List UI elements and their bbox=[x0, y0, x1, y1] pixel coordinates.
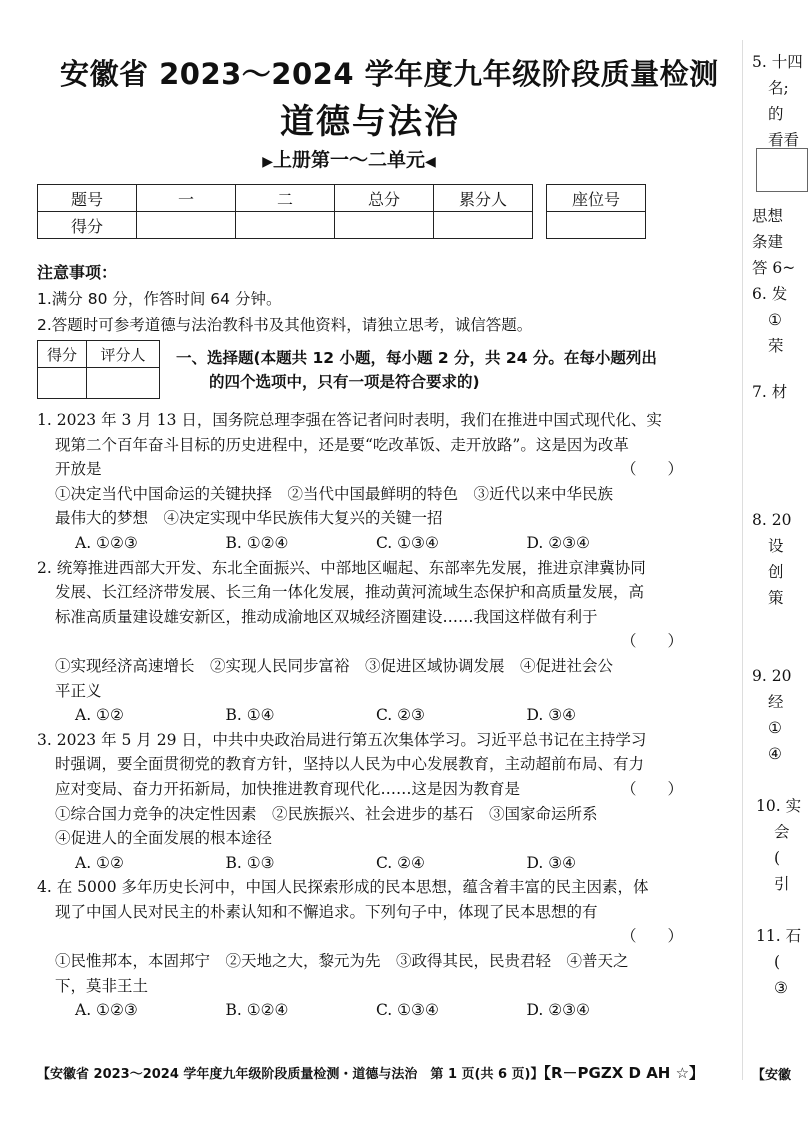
triangle-left-icon: ◀ bbox=[425, 154, 436, 170]
question-stem-line: 2. 统筹推进西部大开发、东北全面振兴、中部地区崛起、东部率先发展，推进京津冀协同 bbox=[37, 558, 646, 577]
option-row bbox=[37, 998, 677, 1023]
question-stem-text: 应对变局、奋力开拓新局，加快推进教育现代化……这是因为教育是 bbox=[55, 779, 521, 798]
question-4 bbox=[37, 875, 684, 1023]
next-page-fragment: 5. 十四 bbox=[752, 53, 803, 71]
score-table-label-score: 得分 bbox=[38, 212, 137, 239]
option-d[interactable]: D. ③④ bbox=[526, 853, 577, 872]
question-stem-line: 4. 在 5000 多年历史长河中，中国人民探索形成的民本思想，蕴含着丰富的民主因素，体 bbox=[37, 878, 649, 897]
seat-table bbox=[546, 184, 646, 239]
question-stem-line: 1. 2023 年 3 月 13 日，国务院总理李强在答记者问时表明，我们在推进中国式现代化、实 bbox=[37, 411, 662, 429]
next-page-fragment: 创 bbox=[768, 563, 784, 581]
score-cell[interactable] bbox=[434, 212, 533, 239]
answer-blank-line bbox=[37, 629, 684, 654]
next-page-fragment: 策 bbox=[768, 589, 784, 607]
scope-banner bbox=[244, 146, 454, 174]
question-stem-line: 标准高质量建设雄安新区，推动成渝地区双城经济圈建设……我国这样做有利于 bbox=[55, 607, 598, 626]
option-b[interactable]: B. ①③ bbox=[225, 853, 275, 872]
answer-blank[interactable]: （ ） bbox=[621, 779, 684, 798]
answer-blank-line bbox=[37, 924, 684, 949]
score-table-label-question: 题号 bbox=[38, 185, 137, 212]
next-page-fragment: ④ bbox=[768, 745, 782, 763]
question-stem-text: 开放是 bbox=[55, 460, 102, 479]
question-stem-line bbox=[37, 457, 684, 482]
option-c[interactable]: C. ②③ bbox=[376, 706, 425, 725]
next-page-fragment: 的 bbox=[768, 105, 784, 123]
seat-cell[interactable] bbox=[547, 212, 646, 239]
next-page-fragment: 7. 材 bbox=[752, 383, 788, 401]
choice-line: ①实现经济高速增长 ②实现人民同步富裕 ③促进区域协调发展 ④促进社会公 bbox=[55, 656, 614, 675]
next-page-fragment: 看看 bbox=[768, 131, 800, 149]
option-c[interactable]: C. ②④ bbox=[376, 853, 425, 872]
note-item: 2.答题时可参考道德与法治教科书及其他资料，请独立思考，诚信答题。 bbox=[37, 316, 533, 334]
notes bbox=[37, 260, 677, 338]
answer-blank[interactable]: （ ） bbox=[621, 460, 684, 479]
score-table-col-total: 总分 bbox=[335, 185, 434, 212]
notes-heading: 注意事项： bbox=[37, 263, 118, 282]
grader-name-cell[interactable] bbox=[87, 368, 160, 399]
page-footer bbox=[37, 1062, 705, 1083]
next-page-fragment: ( bbox=[774, 849, 781, 867]
score-table-col-accumulator: 累分人 bbox=[434, 185, 533, 212]
question-stem-line: 时强调，要全面贯彻党的教育方针，坚持以人民为中心发展教育，主动超前布局、有力 bbox=[55, 755, 645, 774]
next-page-fragment: ③ bbox=[774, 979, 788, 997]
score-table-col-1: 一 bbox=[137, 185, 236, 212]
option-d[interactable]: D. ②③④ bbox=[526, 1001, 590, 1020]
score-cell[interactable] bbox=[335, 212, 434, 239]
score-cell[interactable] bbox=[236, 212, 335, 239]
next-page-fragment: 经 bbox=[768, 693, 784, 711]
next-page-fragment: ① bbox=[768, 311, 782, 329]
next-page-fragment: 设 bbox=[768, 537, 784, 555]
footer-code: 【R－PGZX D AH ☆】 bbox=[543, 1064, 705, 1082]
question-stem-line: 现了中国人民对民主的朴素认知和不懈追求。下列句子中，体现了民本思想的有 bbox=[55, 902, 598, 921]
next-page-fragment: 10. 实 bbox=[756, 797, 802, 815]
next-page-sliver bbox=[746, 0, 803, 1124]
question-stem-line: 3. 2023 年 5 月 29 日，中共中央政治局进行第五次集体学习。习近平总书记在主持学习 bbox=[37, 730, 647, 749]
next-page-fragment: 9. 20 bbox=[752, 667, 792, 685]
answer-blank[interactable]: （ ） bbox=[621, 632, 684, 651]
next-page-fragment: 【安徽 bbox=[752, 1068, 792, 1083]
scope-text: 上册第一～二单元 bbox=[272, 149, 425, 171]
next-page-image-box bbox=[756, 148, 808, 192]
option-d[interactable]: D. ③④ bbox=[526, 706, 577, 725]
choice-line: 平正义 bbox=[55, 681, 102, 700]
next-page-fragment: 名; bbox=[768, 79, 789, 97]
next-page-fragment: 6. 发 bbox=[752, 285, 788, 303]
note-item: 1.满分 80 分，作答时间 64 分钟。 bbox=[37, 290, 282, 308]
choice-line: ④促进人的全面发展的根本途径 bbox=[55, 829, 273, 848]
next-page-fragment: 思想 bbox=[752, 207, 784, 225]
question-stem-line: 现第二个百年奋斗目标的历史进程中，还是要“吃改革饭、走开放路”。这是因为改革 bbox=[55, 435, 629, 454]
next-page-fragment: 条建 bbox=[752, 233, 784, 251]
question-1 bbox=[37, 408, 684, 556]
question-list bbox=[37, 408, 684, 1023]
option-a[interactable]: A. ①② bbox=[75, 706, 124, 725]
option-a[interactable]: A. ①② bbox=[75, 853, 124, 872]
score-table bbox=[37, 184, 533, 239]
next-page-fragment: 荣 bbox=[768, 337, 784, 355]
choice-line: ①综合国力竞争的决定性因素 ②民族振兴、社会进步的基石 ③国家命运所系 bbox=[55, 804, 598, 823]
option-a[interactable]: A. ①②③ bbox=[75, 1001, 138, 1020]
grader-score-label: 得分 bbox=[38, 341, 87, 368]
section-1-heading bbox=[176, 346, 676, 394]
next-page-fragment: 引 bbox=[774, 875, 790, 893]
option-a[interactable]: A. ①②③ bbox=[75, 533, 138, 552]
next-page-fragment: ( bbox=[774, 953, 781, 971]
subject-title: 道德与法治 bbox=[280, 102, 460, 142]
question-3 bbox=[37, 728, 684, 876]
grader-score-cell[interactable] bbox=[38, 368, 87, 399]
section-1-line: 一、选择题(本题共 12 小题，每小题 2 分，共 24 分。在每小题列出 bbox=[176, 349, 657, 367]
score-cell[interactable] bbox=[137, 212, 236, 239]
next-page-fragment: 11. 石 bbox=[756, 927, 802, 945]
choice-line: ①决定当代中国命运的关键抉择 ②当代中国最鲜明的特色 ③近代以来中华民族 bbox=[55, 484, 614, 503]
choice-line: ①民惟邦本，本固邦宁 ②天地之大，黎元为先 ③政得其民，民贵君轻 ④普天之 bbox=[55, 952, 629, 971]
option-row bbox=[37, 531, 677, 556]
score-table-col-2: 二 bbox=[236, 185, 335, 212]
option-d[interactable]: D. ②③④ bbox=[526, 533, 590, 552]
next-page-fragment: 8. 20 bbox=[752, 511, 792, 529]
next-page-fragment: ① bbox=[768, 719, 782, 737]
option-c[interactable]: C. ①③④ bbox=[376, 1001, 439, 1020]
footer-text: 【安徽省 2023～2024 学年度九年级阶段质量检测・道德与法治 第 1 页(共 6 页)】 bbox=[37, 1067, 544, 1082]
question-stem-line bbox=[37, 777, 684, 802]
question-2 bbox=[37, 556, 684, 728]
next-page-fragment: 会 bbox=[774, 823, 790, 841]
question-stem-line: 发展、长江经济带发展、长三角一体化发展，推动黄河流域生态保护和高质量发展，高 bbox=[55, 583, 645, 602]
page-divider bbox=[742, 40, 743, 1080]
triangle-right-icon: ▶ bbox=[262, 154, 273, 170]
option-b[interactable]: B. ①②④ bbox=[225, 533, 289, 552]
answer-blank[interactable]: （ ） bbox=[621, 927, 684, 946]
option-row bbox=[37, 851, 677, 876]
section-1-line: 的四个选项中，只有一项是符合要求的) bbox=[209, 373, 480, 391]
choice-line: 下，莫非王土 bbox=[55, 976, 149, 995]
choice-line: 最伟大的梦想 ④决定实现中华民族伟大复兴的关键一招 bbox=[55, 509, 443, 528]
grader-table bbox=[37, 340, 160, 399]
seat-label: 座位号 bbox=[547, 185, 646, 212]
option-b[interactable]: B. ①④ bbox=[225, 706, 275, 725]
grader-name-label: 评分人 bbox=[87, 341, 160, 368]
exam-title: 安徽省 2023～2024 学年度九年级阶段质量检测 bbox=[60, 57, 719, 91]
option-b[interactable]: B. ①②④ bbox=[225, 1001, 289, 1020]
option-c[interactable]: C. ①③④ bbox=[376, 533, 439, 552]
option-row bbox=[37, 703, 677, 728]
next-page-fragment: 答 6~ bbox=[752, 259, 796, 277]
